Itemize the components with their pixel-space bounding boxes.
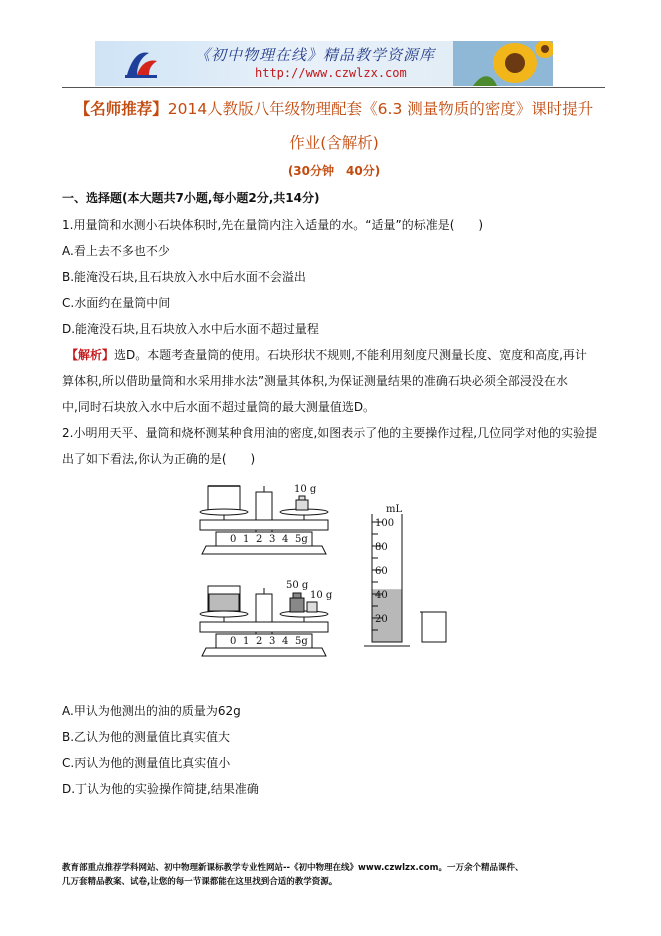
scale-label: 2 xyxy=(256,534,263,545)
question-2-option-c: C.丙认为他的测量值比真实值小 xyxy=(62,756,231,770)
scale-label: 5g xyxy=(295,636,308,647)
cylinder-tick-label: 40 xyxy=(375,590,388,601)
cylinder-tick-label: 100 xyxy=(375,518,395,529)
question-1-option-b: B.能淹没石块,且石块放入水中后水面不会溢出 xyxy=(62,270,306,284)
scale-label: 4 xyxy=(282,636,289,647)
title-bracket: 【名师推荐】 xyxy=(74,100,168,118)
scale-label: 3 xyxy=(269,534,276,545)
question-1-analysis-line3: 中,同时石块放入水中后水面不超过量筒的最大测量值选D。 xyxy=(62,400,376,414)
footer-line2: 几万套精品教案、试卷,让您的每一节课都能在这里找到合适的教学资源。 xyxy=(62,877,338,887)
scale-label: 2 xyxy=(256,636,263,647)
scale-label: 1 xyxy=(243,534,250,545)
weight-label-bottom-10g: 10 g xyxy=(310,590,333,601)
document-title-line1 xyxy=(60,97,608,119)
time-score: (30分钟 40分) xyxy=(287,164,381,178)
question-1-option-d: D.能淹没石块,且石块放入水中后水面不超过量程 xyxy=(62,322,319,336)
header-banner xyxy=(95,41,553,86)
scale-label: 4 xyxy=(282,534,289,545)
sunflower-icon xyxy=(453,41,553,86)
question-1-analysis-line1: 【解析】选D。本题考查量筒的使用。石块形状不规则,不能利用刻度尺测量长度、宽度和高度,再计 xyxy=(66,348,587,362)
weight-label-top: 10 g xyxy=(294,484,317,495)
question-1-stem: 1.用量筒和水测小石块体积时,先在量筒内注入适量的水。“适量”的标准是( ) xyxy=(62,218,484,232)
question-2-option-b: B.乙认为他的测量值比真实值大 xyxy=(62,730,231,744)
cylinder-tick-label: 80 xyxy=(375,542,388,553)
header-divider xyxy=(62,87,605,88)
balance-top xyxy=(200,486,328,554)
question-2-option-d: D.丁认为他的实验操作简捷,结果准确 xyxy=(62,782,259,796)
question-2-option-a: A.甲认为他测出的油的质量为62g xyxy=(62,704,241,718)
scale-label: 3 xyxy=(269,636,276,647)
scale-label: 0 xyxy=(230,534,237,545)
question-2-stem-line2: 出了如下看法,你认为正确的是( ) xyxy=(62,452,256,466)
experiment-figure xyxy=(186,478,476,668)
section-heading: 一、选择题(本大题共7小题,每小题2分,共14分) xyxy=(62,191,320,205)
question-1-option-a: A.看上去不多也不少 xyxy=(62,244,170,258)
page-footer xyxy=(62,861,622,889)
measuring-cylinder xyxy=(364,514,410,646)
empty-beaker xyxy=(420,612,446,642)
cylinder-unit-label: mL xyxy=(386,504,403,515)
balance-bottom xyxy=(200,586,328,656)
question-1-analysis-line2: 算体积,所以借助量筒和水采用排水法”测量其体积,为保证测量结果的准确石块必须全部浸没在水 xyxy=(62,374,568,388)
footer-line1: 教育部重点推荐学科网站、初中物理新课标教学专业性网站--《初中物理在线》www.czwlzx.com。一万余个精品课件、 xyxy=(62,863,524,873)
site-logo-icon xyxy=(123,47,159,79)
cylinder-tick-label: 60 xyxy=(375,566,388,577)
cylinder-tick-label: 20 xyxy=(375,614,388,625)
analysis-label: 【解析】 xyxy=(66,348,115,362)
banner-url[interactable]: http://www.czwlzx.com xyxy=(255,66,407,80)
scale-label: 5g xyxy=(295,534,308,545)
question-2-stem-line1: 2.小明用天平、量筒和烧杯测某种食用油的密度,如图表示了他的主要操作过程,几位同学对他的实验提 xyxy=(62,426,598,440)
banner-title: 《初中物理在线》精品教学资源库 xyxy=(195,46,436,64)
title-text: 2014人教版八年级物理配套《6.3 测量物质的密度》课时提升 xyxy=(167,100,594,118)
scale-label: 0 xyxy=(230,636,237,647)
scale-label: 1 xyxy=(243,636,250,647)
document-title-line2: 作业(含解析) xyxy=(289,134,379,152)
question-1-option-c: C.水面约在量筒中间 xyxy=(62,296,171,310)
weight-label-50g: 50 g xyxy=(286,580,309,591)
